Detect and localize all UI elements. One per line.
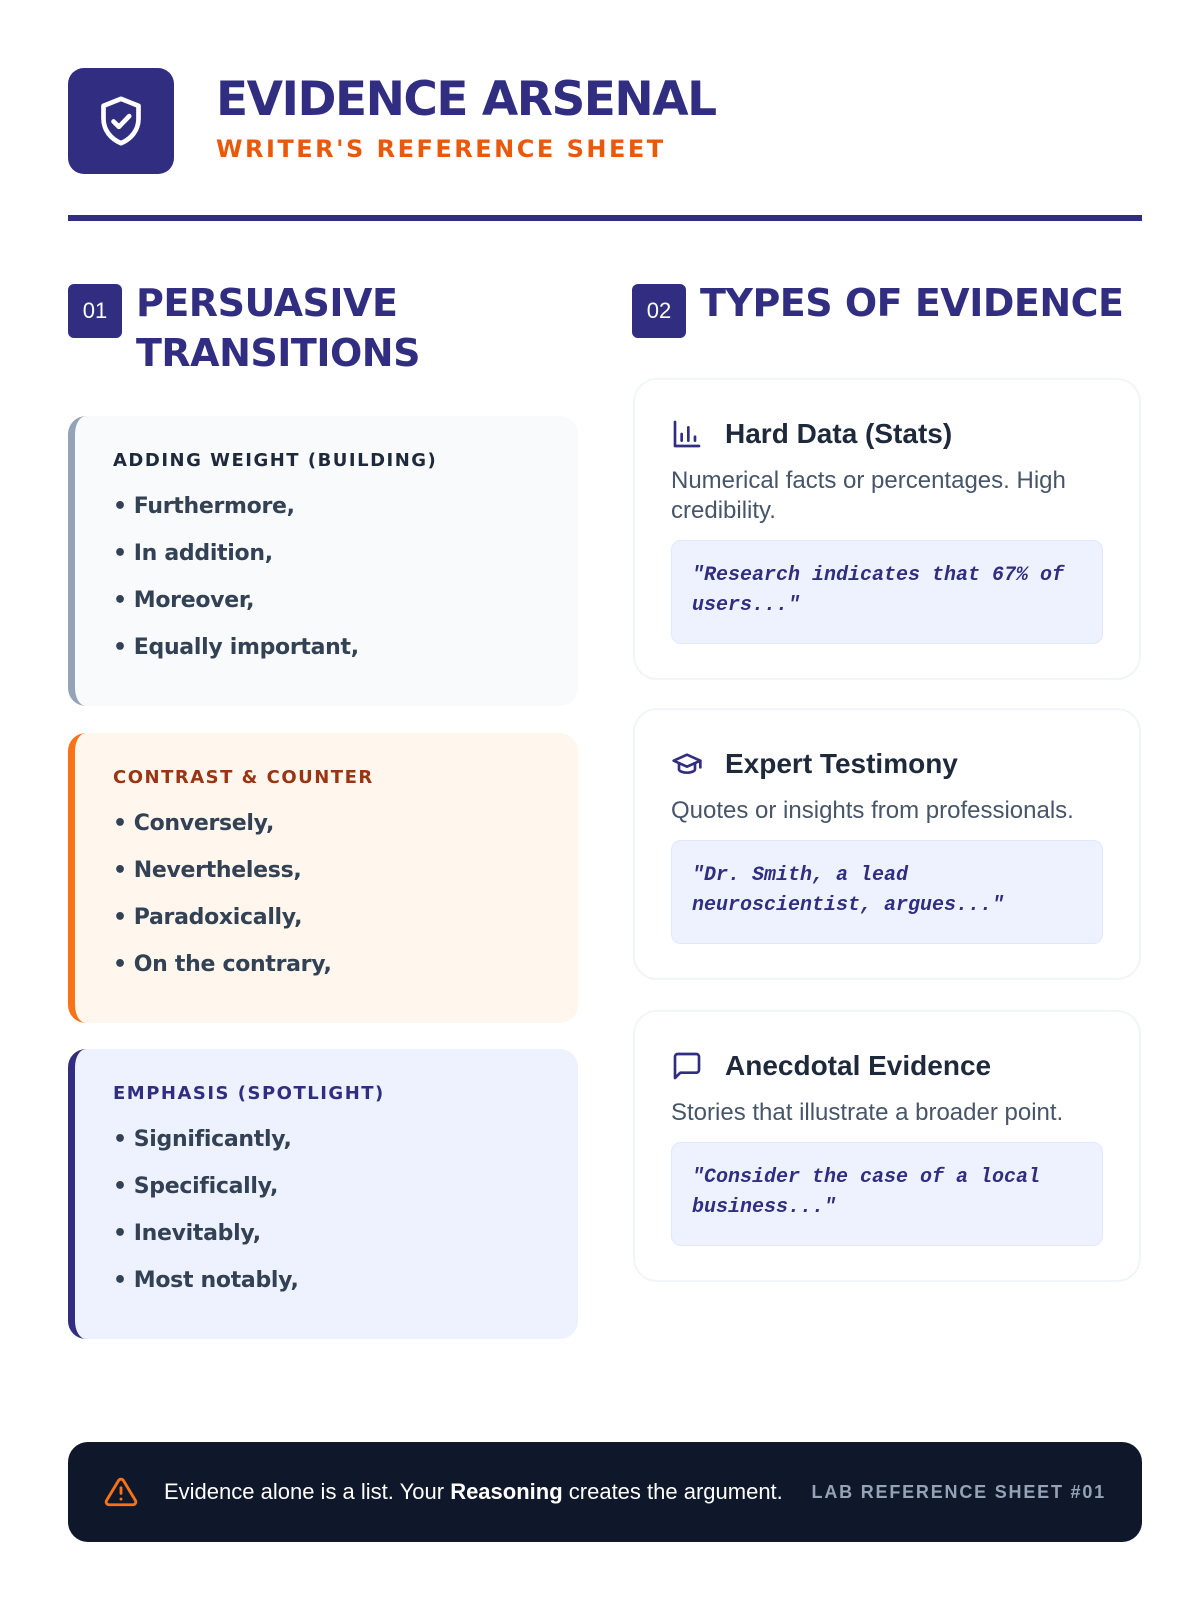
list-item: • Nevertheless, bbox=[113, 847, 578, 894]
evidence-card-title: Hard Data (Stats) bbox=[725, 418, 953, 449]
page-title: EVIDENCE ARSENAL bbox=[216, 72, 716, 127]
list-item: • Moreover, bbox=[113, 577, 578, 624]
transition-card-label: CONTRAST & COUNTER bbox=[113, 767, 374, 788]
list-item: • Specifically, bbox=[113, 1163, 578, 1210]
transition-card-adding-weight bbox=[68, 416, 578, 706]
footer-text-before: Evidence alone is a list. Your bbox=[164, 1479, 451, 1504]
evidence-card-description: Numerical facts or percentages. High credibility. bbox=[671, 467, 1066, 524]
evidence-card-expert-testimony bbox=[633, 708, 1141, 980]
header-divider bbox=[68, 215, 1142, 221]
evidence-card-description: Stories that illustrate a broader point. bbox=[671, 1099, 1064, 1126]
list-item: • Significantly, bbox=[113, 1116, 578, 1163]
list-item: • Furthermore, bbox=[113, 483, 578, 530]
list-item: • On the contrary, bbox=[113, 941, 578, 988]
footer-callout bbox=[68, 1442, 1142, 1542]
header bbox=[68, 68, 1142, 218]
list-item: • Conversely, bbox=[113, 800, 578, 847]
evidence-card-header bbox=[671, 746, 1103, 782]
footer-message bbox=[164, 1479, 783, 1505]
transition-card-label: EMPHASIS (SPOTLIGHT) bbox=[113, 1083, 385, 1104]
evidence-card-example: "Dr. Smith, a lead neuroscientist, argues..." bbox=[671, 840, 1103, 944]
evidence-card-description: Quotes or insights from professionals. bbox=[671, 797, 1074, 824]
shield-check-icon bbox=[93, 93, 149, 149]
evidence-card-header bbox=[671, 416, 1103, 452]
section-header-evidence bbox=[632, 278, 1124, 338]
section-title: PERSUASIVE TRANSITIONS bbox=[136, 281, 420, 375]
transition-list bbox=[113, 1116, 578, 1304]
section-header-transitions bbox=[68, 278, 576, 378]
message-square-icon bbox=[671, 1050, 703, 1082]
evidence-card-title: Anecdotal Evidence bbox=[725, 1050, 992, 1081]
list-item: • Paradoxically, bbox=[113, 894, 578, 941]
transition-list bbox=[113, 800, 578, 988]
footer-text-emphasis: Reasoning bbox=[450, 1479, 563, 1504]
list-item: • In addition, bbox=[113, 530, 578, 577]
page-subtitle: WRITER'S REFERENCE SHEET bbox=[216, 135, 666, 163]
list-item: • Most notably, bbox=[113, 1257, 578, 1304]
graduation-cap-icon bbox=[671, 748, 703, 780]
list-item: • Equally important, bbox=[113, 624, 578, 671]
logo bbox=[68, 68, 174, 174]
footer-text-after: creates the argument. bbox=[562, 1479, 783, 1504]
evidence-card-anecdotal bbox=[633, 1010, 1141, 1282]
footer-tag: LAB REFERENCE SHEET #01 bbox=[811, 1481, 1106, 1502]
evidence-card-hard-data bbox=[633, 378, 1141, 680]
bar-chart-icon bbox=[671, 418, 703, 450]
transition-card-emphasis bbox=[68, 1049, 578, 1339]
evidence-card-example: "Consider the case of a local business..." bbox=[671, 1142, 1103, 1246]
transition-list bbox=[113, 483, 578, 671]
evidence-card-header bbox=[671, 1048, 1103, 1084]
section-number: 01 bbox=[68, 284, 122, 338]
transition-card-label: ADDING WEIGHT (BUILDING) bbox=[113, 450, 438, 471]
list-item: • Inevitably, bbox=[113, 1210, 578, 1257]
evidence-card-example: "Research indicates that 67% of users..." bbox=[671, 540, 1103, 644]
section-title: TYPES OF EVIDENCE bbox=[700, 281, 1124, 325]
evidence-card-title: Expert Testimony bbox=[725, 748, 958, 779]
warning-triangle-icon bbox=[104, 1475, 138, 1509]
transition-card-contrast bbox=[68, 733, 578, 1023]
section-number: 02 bbox=[632, 284, 686, 338]
